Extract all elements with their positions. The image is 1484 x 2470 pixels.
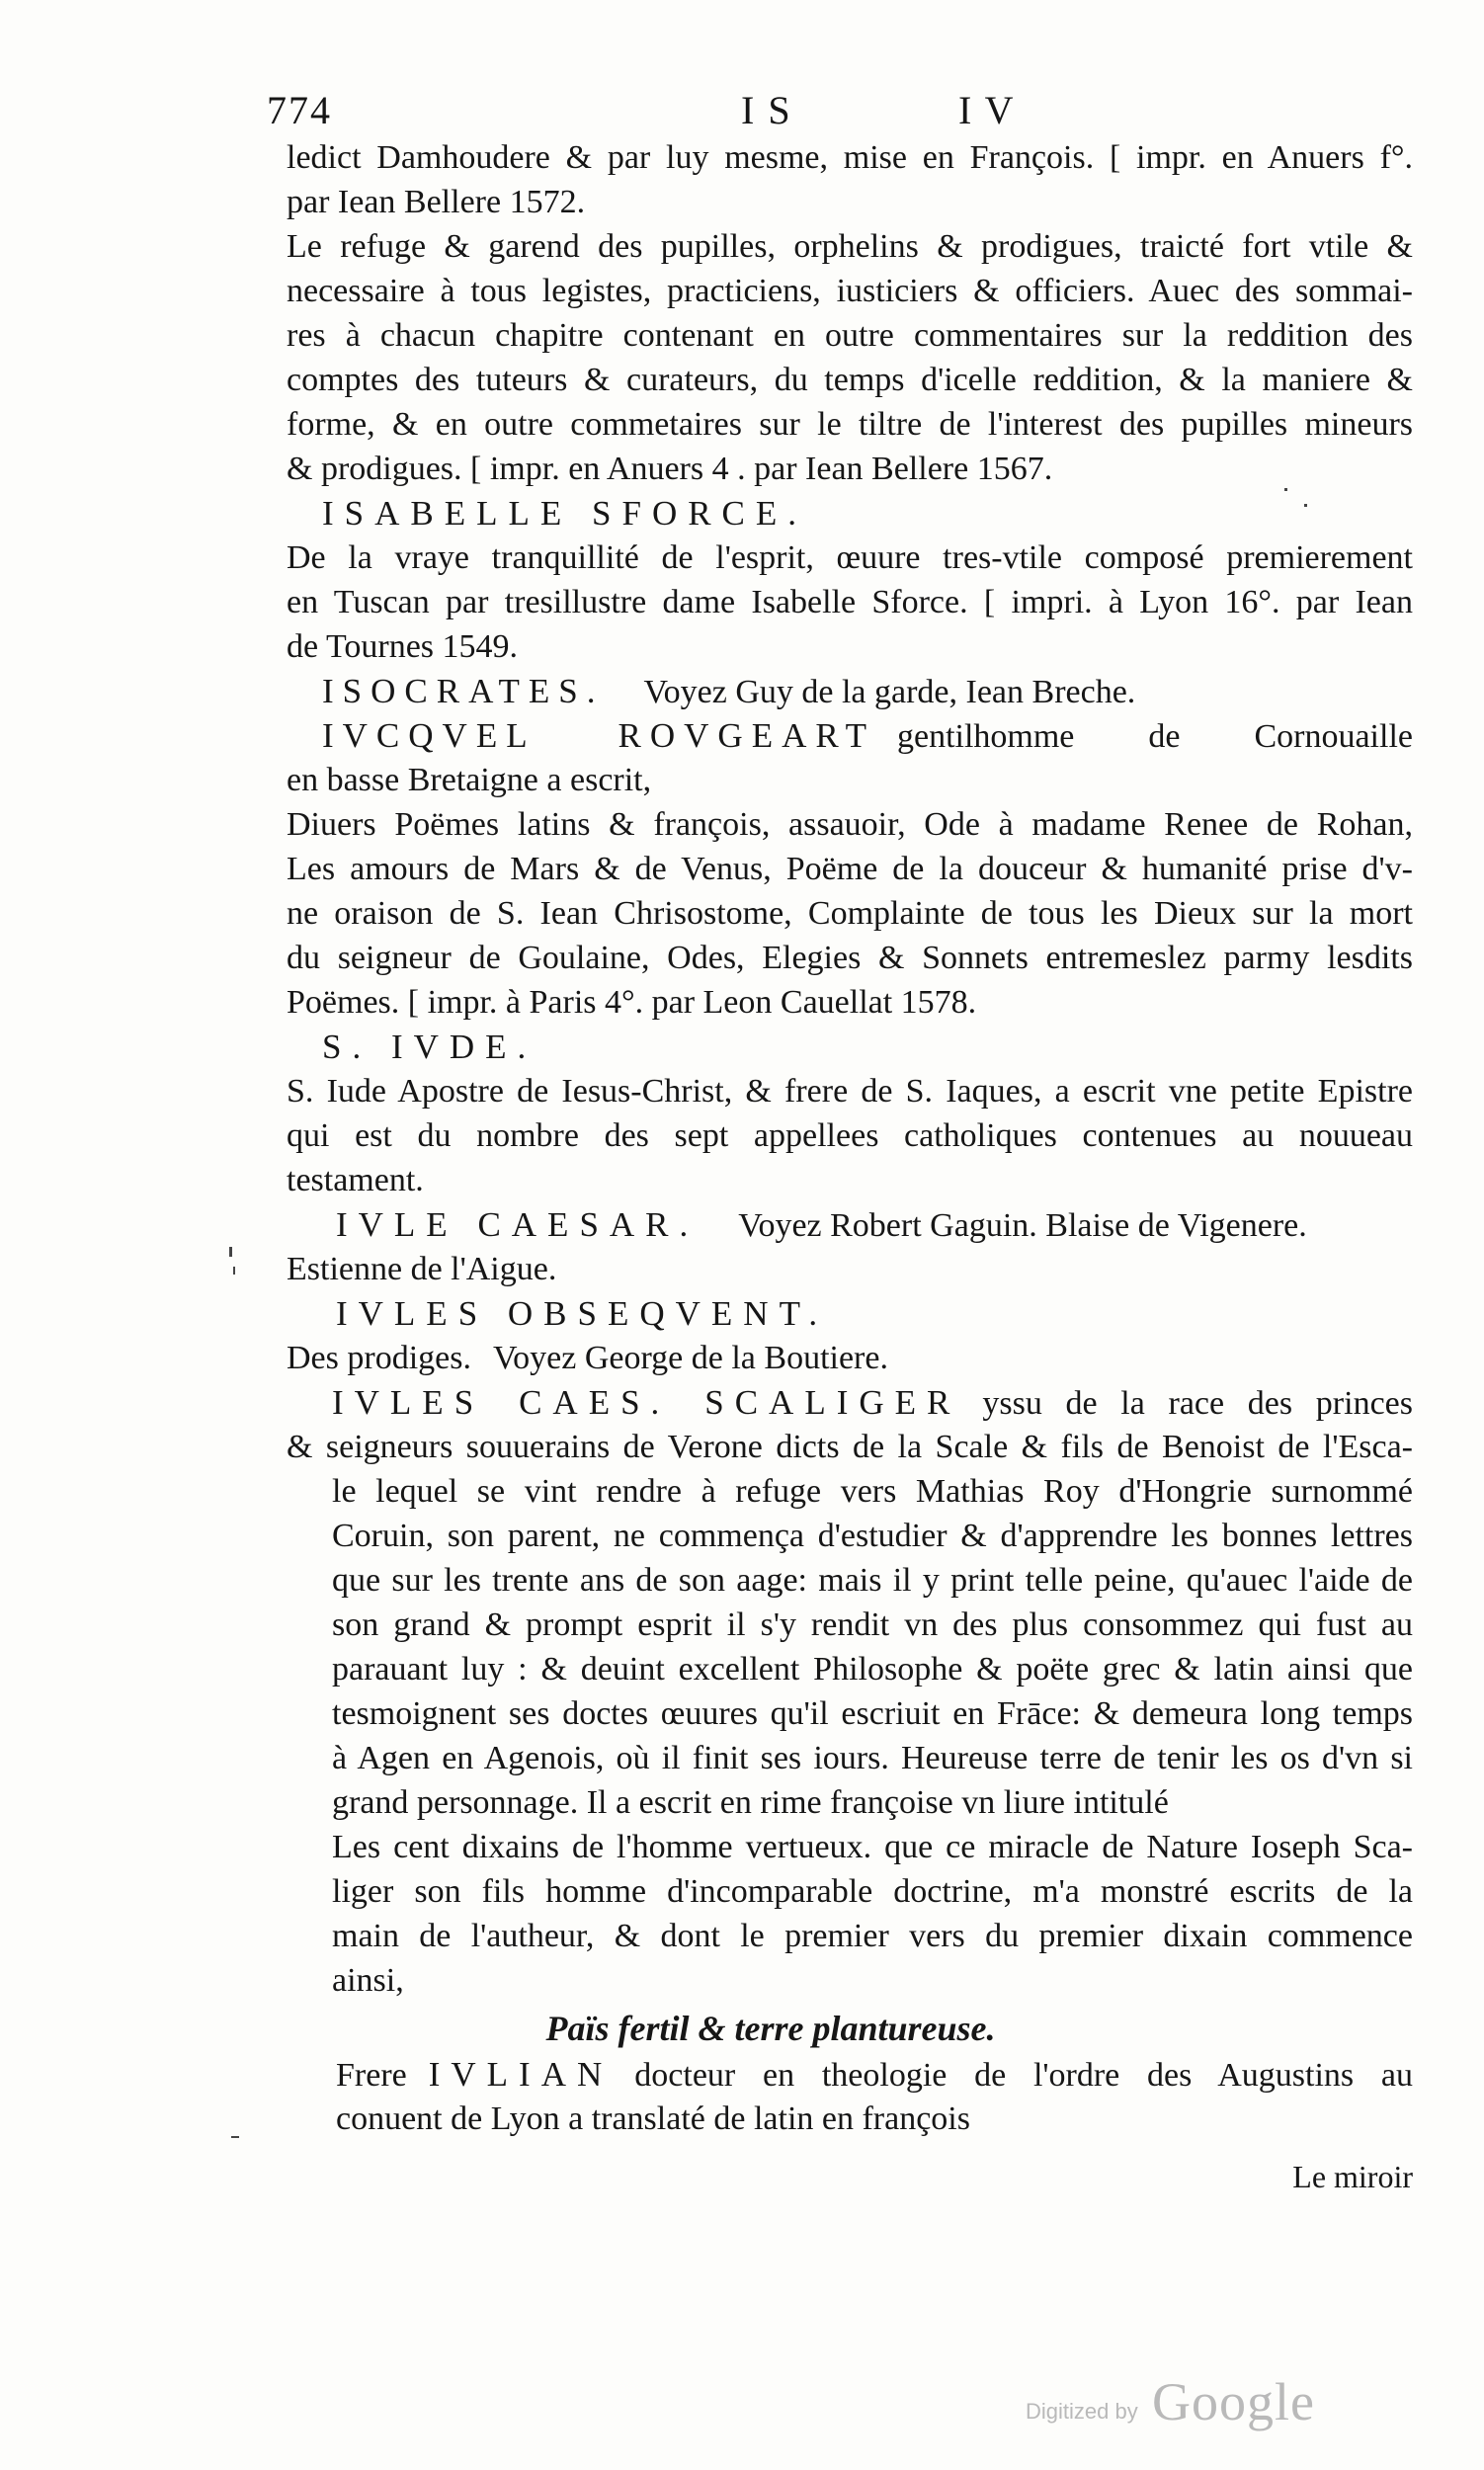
entry-text: Frere <box>336 2057 407 2094</box>
text-line: comptes des tuteurs & curateurs, du temps d'icelle reddition, & la maniere & <box>287 362 1413 398</box>
text-line: Coruin, son parent, ne commença d'estudier & d'apprendre les bonnes lettres <box>332 1518 1413 1554</box>
text-line: de Tournes 1549. <box>287 628 519 665</box>
text-line: De la vraye tranquillité de l'esprit, œuure tres-vtile composé premierement <box>287 539 1413 576</box>
text-line: en Tuscan par tresillustre dame Isabelle Sforce. [ impri. à Lyon 16°. par Iean <box>287 584 1413 620</box>
page-speck <box>229 1247 232 1257</box>
entry-text: Voyez Robert Gaguin. Blaise de Vigenere. <box>738 1207 1307 1244</box>
entry-text: gentilhomme de Cornouaille <box>896 718 1413 755</box>
entry-line-ivle-caesar <box>287 1202 1413 1247</box>
text-line: ne oraison de S. Iean Chrisostome, Complainte de tous les Dieux sur la mort <box>287 895 1413 932</box>
running-head-right: I V <box>958 88 1016 132</box>
text-line: le lequel se vint rendre à refuge vers Mathias Roy d'Hongrie surnommé <box>332 1473 1413 1510</box>
entry-text: Voyez George de la Boutiere. <box>492 1340 888 1376</box>
entry-text: docteur en theologie de l'ordre des Augustins au <box>634 2057 1413 2094</box>
page-speck <box>233 1267 235 1275</box>
text-line: à Agen en Agenois, où il finit ses iours. Heureuse terre de tenir les os d'vn si <box>332 1740 1413 1776</box>
text-line: Les cent dixains de l'homme vertueux. que ce miracle de Nature Ioseph Sca- <box>332 1829 1413 1865</box>
text-line: & seigneurs souuerains de Verone dicts de la Scale & fils de Benoist de l'Esca- <box>287 1429 1413 1465</box>
page-speck <box>1304 504 1307 507</box>
page-body <box>287 135 1413 2199</box>
running-head-left: I S <box>741 88 792 132</box>
entry-line-des-prodiges <box>287 1336 1413 1380</box>
text-line: son grand & prompt esprit il s'y rendit vn des plus consommez qui fust au <box>332 1606 1413 1643</box>
text-line: Estienne de l'Aigue. <box>287 1251 557 1287</box>
entry-text: yssu de la race des princes <box>982 1385 1413 1422</box>
entry-text: Voyez Guy de la garde, Iean Breche. <box>643 674 1136 710</box>
entry-line-ivcqvel-rovgeart <box>287 713 1413 758</box>
page-speck <box>1284 488 1287 491</box>
watermark-prefix: Digitized by <box>1026 2399 1138 2424</box>
text-line: grand personnage. Il a escrit en rime françoise vn liure intitulé <box>332 1784 1169 1821</box>
text-line: res à chacun chapitre contenant en outre commentaires sur la reddition des <box>287 317 1413 354</box>
entry-line-isocrates <box>287 669 1413 713</box>
watermark-brand: Google <box>1152 2372 1315 2431</box>
text-line: & prodigues. [ impr. en Anuers 4 . par Iean Bellere 1567. <box>287 451 1053 487</box>
catchword: Le miroir <box>1292 2159 1413 2194</box>
text-line: parauant luy : & deuint excellent Philosophe & poëte grec & latin ainsi que <box>332 1651 1413 1688</box>
text-line: ledict Damhoudere & par luy mesme, mise en François. [ impr. en Anuers f°. <box>287 139 1413 176</box>
page-number: 774 <box>267 88 332 132</box>
text-line: necessaire à tous legistes, practiciens, iusticiers & officiers. Auec des sommai- <box>287 273 1413 309</box>
page-header <box>267 81 1018 140</box>
text-line: S. Iude Apostre de Iesus-Christ, & frere de S. Iaques, a escrit vne petite Epistre <box>287 1073 1413 1110</box>
entry-heading-ivles-obseqvent: IVLES OBSEQVENT. <box>336 1294 829 1333</box>
text-line: Diuers Poëmes latins & françois, assauoir, Ode à madame Renee de Rohan, <box>287 806 1413 843</box>
entry-heading-s-ivde: S. IVDE. <box>322 1028 537 1066</box>
entry-text: Des prodiges. <box>287 1340 471 1376</box>
entry-heading-ivcqvel-rovgeart: IVCQVEL ROVGEART <box>322 716 875 755</box>
entry-line-ivlian <box>287 2052 1413 2097</box>
text-line: tesmoignent ses doctes œuures qu'il escriuit en Frāce: & demeura long temps <box>332 1695 1413 1732</box>
verse-incipit: Païs fertil & terre plantureuse. <box>545 2009 996 2048</box>
text-line: Poëmes. [ impr. à Paris 4°. par Leon Cauellat 1578. <box>287 984 977 1021</box>
text-line: qui est du nombre des sept appellees catholiques contenues au nouueau <box>287 1117 1413 1154</box>
text-line: testament. <box>287 1162 424 1198</box>
text-line: ainsi, <box>332 1962 404 1999</box>
text-line: Les amours de Mars & de Venus, Poëme de la douceur & humanité prise d'v- <box>287 851 1413 887</box>
text-line: main de l'autheur, & dont le premier vers du premier dixain commence <box>332 1918 1413 1954</box>
text-line: Le refuge & garend des pupilles, orphelins & prodigues, traicté fort vtile & <box>287 228 1413 265</box>
text-line: du seigneur de Goulaine, Odes, Elegies & Sonnets entremeslez parmy lesdits <box>287 940 1413 976</box>
entry-heading-ivles-caes-scaliger: IVLES CAES. SCALIGER <box>332 1383 961 1422</box>
entry-heading-ivlian: IVLIAN <box>428 2055 614 2094</box>
text-line: conuent de Lyon a translaté de latin en françois <box>336 2100 970 2137</box>
text-line: liger son fils homme d'incomparable doctrine, m'a monstré escrits de la <box>332 1873 1413 1910</box>
text-line: par Iean Bellere 1572. <box>287 184 586 220</box>
entry-line-ivles-caes-scaliger <box>287 1380 1413 1425</box>
text-line: forme, & en outre commetaires sur le tiltre de l'interest des pupilles mineurs <box>287 406 1413 443</box>
entry-heading-isocrates: ISOCRATES. <box>322 672 605 710</box>
entry-heading-ivle-caesar: IVLE CAESAR. <box>336 1205 700 1244</box>
entry-heading-isabelle-sforce: ISABELLE SFORCE. <box>322 494 808 533</box>
text-line: que sur les trente ans de son aage: mais il y print telle peine, qu'auec l'aide de <box>332 1562 1413 1599</box>
page-speck <box>231 2136 239 2138</box>
digitized-by-google-watermark <box>1026 2371 1381 2440</box>
text-line: en basse Bretaigne a escrit, <box>287 762 652 798</box>
